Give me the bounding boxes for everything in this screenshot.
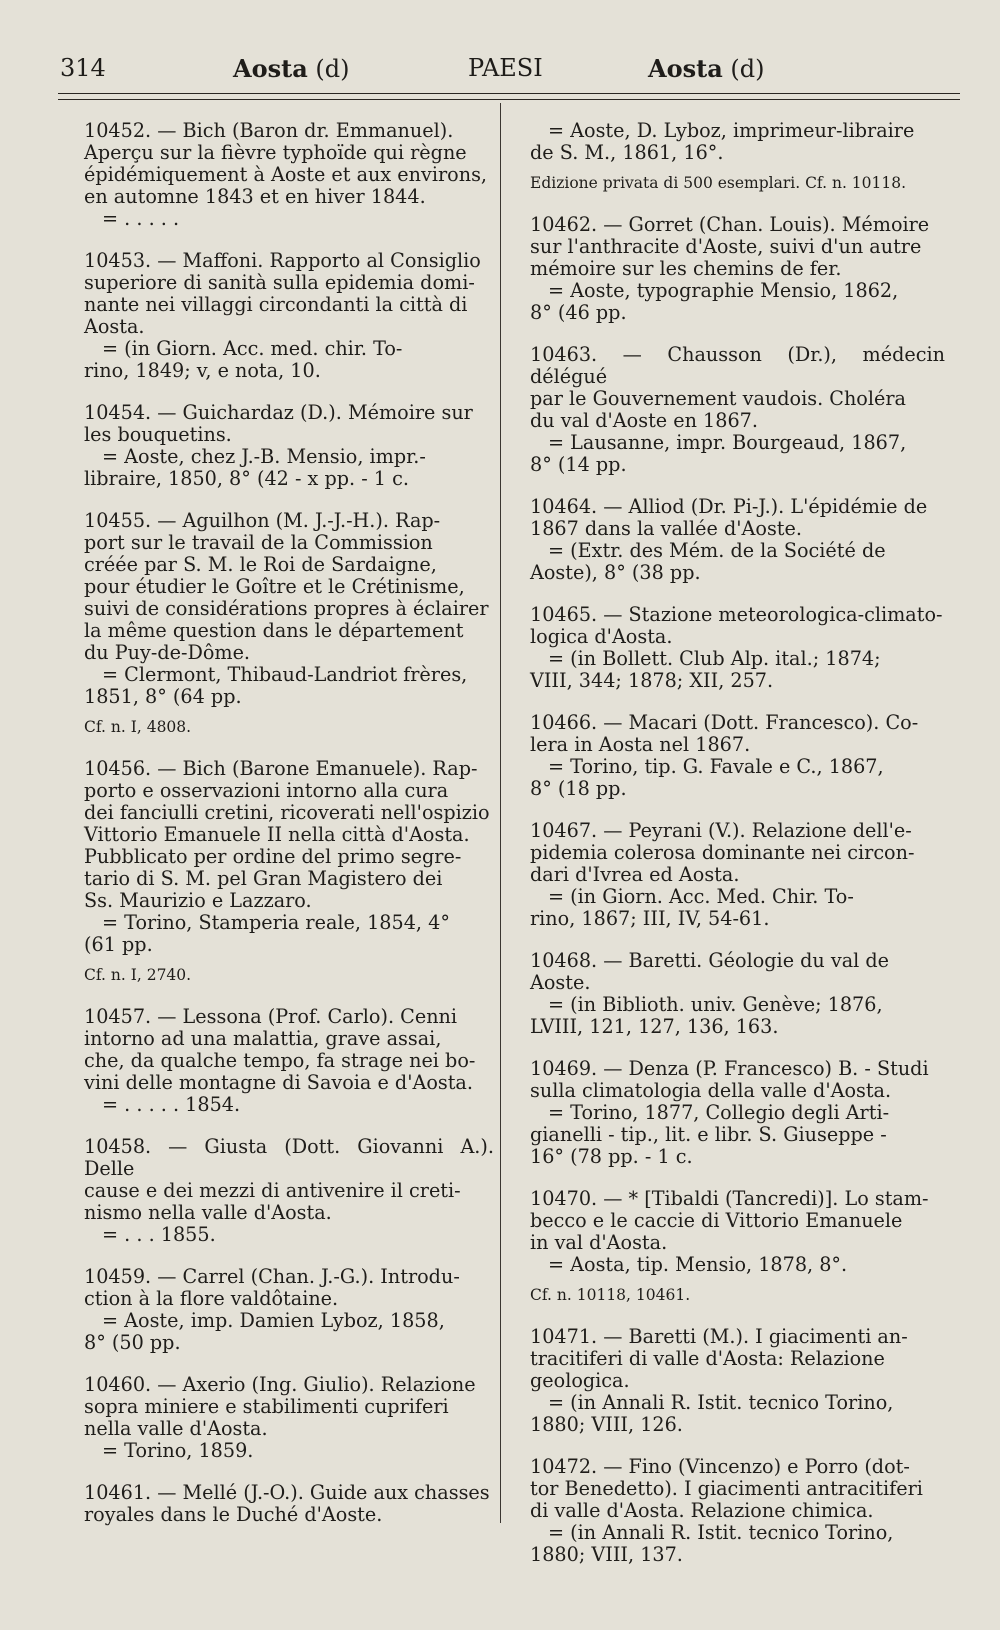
- entry-text-line: tario di S. M. pel Gran Magistero dei: [84, 867, 443, 890]
- entry-text-line: che, da qualche tempo, fa strage nei bo-: [84, 1049, 476, 1072]
- publication-line: 16° (78 pp. - 1 c.: [530, 1145, 693, 1168]
- left-column: [84, 120, 494, 1546]
- publication-line: VIII, 344; 1878; XII, 257.: [530, 669, 774, 692]
- entry-text-line: du Puy-de-Dôme.: [84, 641, 251, 664]
- entry-text-line: 10462. — Gorret (Chan. Louis). Mémoire: [530, 213, 930, 236]
- publication-line: gianelli - tip., lit. e libr. S. Giuseppe -: [530, 1123, 887, 1146]
- cross-reference-note: Cf. n. I, 4808.: [84, 718, 192, 736]
- running-title-right: [648, 54, 765, 83]
- publication-line: = Torino, Stamperia reale, 1854, 4°: [102, 911, 450, 934]
- entry-text-line: ction à la flore valdôtaine.: [84, 1287, 339, 1310]
- publication-line: de S. M., 1861, 16°.: [530, 141, 724, 164]
- publication-line: = (in Giorn. Acc. Med. Chir. To-: [548, 885, 854, 908]
- entry-text-line: 10458. — Giusta (Dott. Giovanni A.). Delle: [84, 1135, 494, 1180]
- publication-line: (61 pp.: [84, 933, 153, 956]
- publication-line: = Aoste, chez J.-B. Mensio, impr.-: [102, 445, 426, 468]
- entry-text-line: 10470. — * [Tibaldi (Tancredi)]. Lo stam-: [530, 1187, 929, 1210]
- running-title-right-name: Aosta: [648, 54, 723, 83]
- cross-reference-note: Cf. n. 10118, 10461.: [530, 1286, 691, 1304]
- entry-text-line: in val d'Aosta.: [530, 1231, 668, 1254]
- entry-text-line: sopra miniere e stabilimenti cupriferi: [84, 1395, 449, 1418]
- entry-text-line: geologica.: [530, 1369, 630, 1392]
- entry-text-line: tor Benedetto). I giacimenti antracitiferi: [530, 1477, 923, 1500]
- page-number: 314: [60, 54, 106, 82]
- right-column: [530, 120, 945, 1586]
- entry-text-line: becco e le caccie di Vittorio Emanuele: [530, 1209, 903, 1232]
- bibliography-entry: [530, 1058, 945, 1168]
- running-head: [58, 54, 960, 94]
- entry-text-line: 10461. — Mellé (J.-O.). Guide aux chasses: [84, 1481, 490, 1504]
- cross-reference-note: Cf. n. I, 2740.: [84, 966, 192, 984]
- entry-text-line: logica d'Aosta.: [530, 625, 673, 648]
- entry-text-line: mémoire sur les chemins de fer.: [530, 257, 842, 280]
- entry-text-line: dari d'Ivrea ed Aosta.: [530, 863, 740, 886]
- entry-text-line: Aoste.: [530, 971, 591, 994]
- entry-text-line: superiore di sanità sulla epidemia domi-: [84, 271, 475, 294]
- publication-line: = Lausanne, impr. Bourgeaud, 1867,: [548, 431, 907, 454]
- bibliography-entry: [530, 496, 945, 584]
- entry-text-line: épidémiquement à Aoste et aux environs,: [84, 163, 488, 186]
- entry-text-line: Ss. Maurizio e Lazzaro.: [84, 889, 312, 912]
- bibliography-entry: [530, 120, 945, 194]
- bibliography-entry: [530, 604, 945, 692]
- publication-line: = (in Bollett. Club Alp. ital.; 1874;: [548, 647, 881, 670]
- publication-line: = (in Biblioth. univ. Genève; 1876,: [548, 993, 883, 1016]
- cross-reference-note: Edizione privata di 500 esemplari. Cf. n. 10118.: [530, 174, 907, 192]
- bibliography-entry: [530, 214, 945, 324]
- publication-line: 1851, 8° (64 pp.: [84, 685, 242, 708]
- bibliography-entry: [84, 402, 494, 490]
- bibliography-entry: [84, 510, 494, 738]
- entry-text-line: vini delle montagne di Savoia e d'Aosta.: [84, 1071, 473, 1094]
- column-divider: [500, 103, 501, 1523]
- running-title-left: [233, 54, 350, 83]
- entry-text-line: 10471. — Baretti (M.). I giacimenti an-: [530, 1325, 908, 1348]
- publication-line: = Aoste, typographie Mensio, 1862,: [548, 279, 899, 302]
- publication-line: 8° (14 pp.: [530, 453, 627, 476]
- entry-text-line: nismo nella valle d'Aosta.: [84, 1201, 332, 1224]
- entry-text-line: 10467. — Peyrani (V.). Relazione dell'e-: [530, 819, 912, 842]
- entry-text-line: nante nei villaggi circondanti la città di: [84, 293, 468, 316]
- running-title-left-name: Aosta: [233, 54, 308, 83]
- entry-text-line: 1867 dans la vallée d'Aoste.: [530, 517, 802, 540]
- entry-text-line: 10466. — Macari (Dott. Francesco). Co-: [530, 711, 919, 734]
- entry-text-line: 10454. — Guichardaz (D.). Mémoire sur: [84, 401, 473, 424]
- entry-text-line: sulla climatologia della valle d'Aosta.: [530, 1079, 892, 1102]
- entry-text-line: di valle d'Aosta. Relazione chimica.: [530, 1499, 874, 1522]
- publication-line: = Aosta, tip. Mensio, 1878, 8°.: [548, 1253, 848, 1276]
- publication-line: = (Extr. des Mém. de la Société de: [548, 539, 886, 562]
- entry-text-line: Vittorio Emanuele II nella città d'Aosta.: [84, 823, 470, 846]
- bibliography-entry: [84, 758, 494, 986]
- publication-line: = (in Giorn. Acc. med. chir. To-: [102, 337, 403, 360]
- publication-line: 1880; VIII, 126.: [530, 1413, 683, 1436]
- entry-text-line: 10468. — Baretti. Géologie du val de: [530, 949, 890, 972]
- entry-text-line: pidemia colerosa dominante nei circon-: [530, 841, 915, 864]
- entry-text-line: en automne 1843 et en hiver 1844.: [84, 185, 426, 208]
- running-title-left-suffix: (d): [315, 55, 350, 83]
- publication-line: Aoste), 8° (38 pp.: [530, 561, 701, 584]
- entry-text-line: par le Gouvernement vaudois. Choléra: [530, 387, 906, 410]
- entry-text-line: 10455. — Aguilhon (M. J.-J.-H.). Rap-: [84, 509, 441, 532]
- header-rule-top: [58, 93, 960, 94]
- publication-line: = . . . . .: [102, 207, 180, 230]
- publication-line: = . . . . . 1854.: [102, 1093, 241, 1116]
- entry-text-line: 10453. — Maffoni. Rapporto al Consiglio: [84, 249, 481, 272]
- entry-text-line: 10456. — Bich (Barone Emanuele). Rap-: [84, 757, 478, 780]
- bibliography-entry: [84, 120, 494, 230]
- entry-text-line: port sur le travail de la Commission: [84, 531, 433, 554]
- running-title-center: PAESI: [468, 54, 543, 82]
- entry-text-line: 10460. — Axerio (Ing. Giulio). Relazione: [84, 1373, 476, 1396]
- publication-line: = (in Annali R. Istit. tecnico Torino,: [548, 1521, 894, 1544]
- publication-line: 1880; VIII, 137.: [530, 1543, 683, 1566]
- bibliography-entry: [84, 1136, 494, 1246]
- entry-text-line: dei fanciulli cretini, ricoverati nell'ospizio: [84, 801, 490, 824]
- bibliography-entry: [84, 1374, 494, 1462]
- entry-text-line: créée par S. M. le Roi de Sardaigne,: [84, 553, 437, 576]
- publication-line: = Aoste, imp. Damien Lyboz, 1858,: [102, 1309, 445, 1332]
- entry-text-line: suivi de considérations propres à éclairer: [84, 597, 489, 620]
- header-rule-bottom: [58, 99, 960, 100]
- publication-line: 8° (18 pp.: [530, 777, 627, 800]
- publication-line: = Aoste, D. Lyboz, imprimeur-libraire: [548, 119, 915, 142]
- bibliography-entry: [530, 950, 945, 1038]
- bibliography-entry: [530, 344, 945, 476]
- entry-text-line: la même question dans le département: [84, 619, 464, 642]
- entry-text-line: royales dans le Duché d'Aoste.: [84, 1503, 383, 1526]
- publication-line: LVIII, 121, 127, 136, 163.: [530, 1015, 779, 1038]
- bibliography-entry: [530, 820, 945, 930]
- publication-line: = Clermont, Thibaud-Landriot frères,: [102, 663, 468, 686]
- bibliography-entry: [84, 1266, 494, 1354]
- bibliography-entry: [530, 1456, 945, 1566]
- publication-line: 8° (46 pp.: [530, 301, 627, 324]
- entry-text-line: Aosta.: [84, 315, 145, 338]
- bibliography-entry: [530, 1326, 945, 1436]
- entry-text-line: Aperçu sur la fièvre typhoïde qui règne: [84, 141, 467, 164]
- bibliography-entry: [84, 250, 494, 382]
- running-title-right-suffix: (d): [730, 55, 765, 83]
- bibliography-entry: [530, 712, 945, 800]
- entry-text-line: 10452. — Bich (Baron dr. Emmanuel).: [84, 119, 454, 142]
- entry-text-line: 10465. — Stazione meteorologica-climato-: [530, 603, 943, 626]
- entry-text-line: 10472. — Fino (Vincenzo) e Porro (dot-: [530, 1455, 910, 1478]
- publication-line: rino, 1849; v, e nota, 10.: [84, 359, 321, 382]
- entry-text-line: Pubblicato per ordine del primo segre-: [84, 845, 462, 868]
- entry-text-line: lera in Aosta nel 1867.: [530, 733, 751, 756]
- bibliography-entry: [84, 1482, 494, 1526]
- entry-text-line: pour étudier le Goître et le Crétinisme,: [84, 575, 465, 598]
- entry-text-line: 10464. — Alliod (Dr. Pi-J.). L'épidémie de: [530, 495, 928, 518]
- publication-line: rino, 1867; III, IV, 54-61.: [530, 907, 770, 930]
- publication-line: = Torino, 1877, Collegio degli Arti-: [548, 1101, 890, 1124]
- entry-text-line: 10463. — Chausson (Dr.), médecin délégué: [530, 343, 945, 388]
- publication-line: = Torino, tip. G. Favale e C., 1867,: [548, 755, 884, 778]
- entry-text-line: porto e osservazioni intorno alla cura: [84, 779, 449, 802]
- entry-text-line: 10457. — Lessona (Prof. Carlo). Cenni: [84, 1005, 458, 1028]
- publication-line: = Torino, 1859.: [102, 1439, 254, 1462]
- entry-text-line: nella valle d'Aosta.: [84, 1417, 268, 1440]
- entry-text-line: du val d'Aoste en 1867.: [530, 409, 758, 432]
- bibliography-entry: [530, 1188, 945, 1306]
- entry-text-line: intorno ad una malattia, grave assai,: [84, 1027, 442, 1050]
- publication-line: 8° (50 pp.: [84, 1331, 181, 1354]
- publication-line: libraire, 1850, 8° (42 - x pp. - 1 c.: [84, 467, 409, 490]
- entry-text-line: cause e dei mezzi di antivenire il creti-: [84, 1179, 461, 1202]
- entry-text-line: tracitiferi di valle d'Aosta: Relazione: [530, 1347, 885, 1370]
- bibliography-entry: [84, 1006, 494, 1116]
- publication-line: = . . . 1855.: [102, 1223, 216, 1246]
- publication-line: = (in Annali R. Istit. tecnico Torino,: [548, 1391, 894, 1414]
- entry-text-line: les bouquetins.: [84, 423, 232, 446]
- entry-text-line: 10469. — Denza (P. Francesco) B. - Studi: [530, 1057, 929, 1080]
- entry-text-line: 10459. — Carrel (Chan. J.-G.). Introdu-: [84, 1265, 460, 1288]
- entry-text-line: sur l'anthracite d'Aoste, suivi d'un autre: [530, 235, 922, 258]
